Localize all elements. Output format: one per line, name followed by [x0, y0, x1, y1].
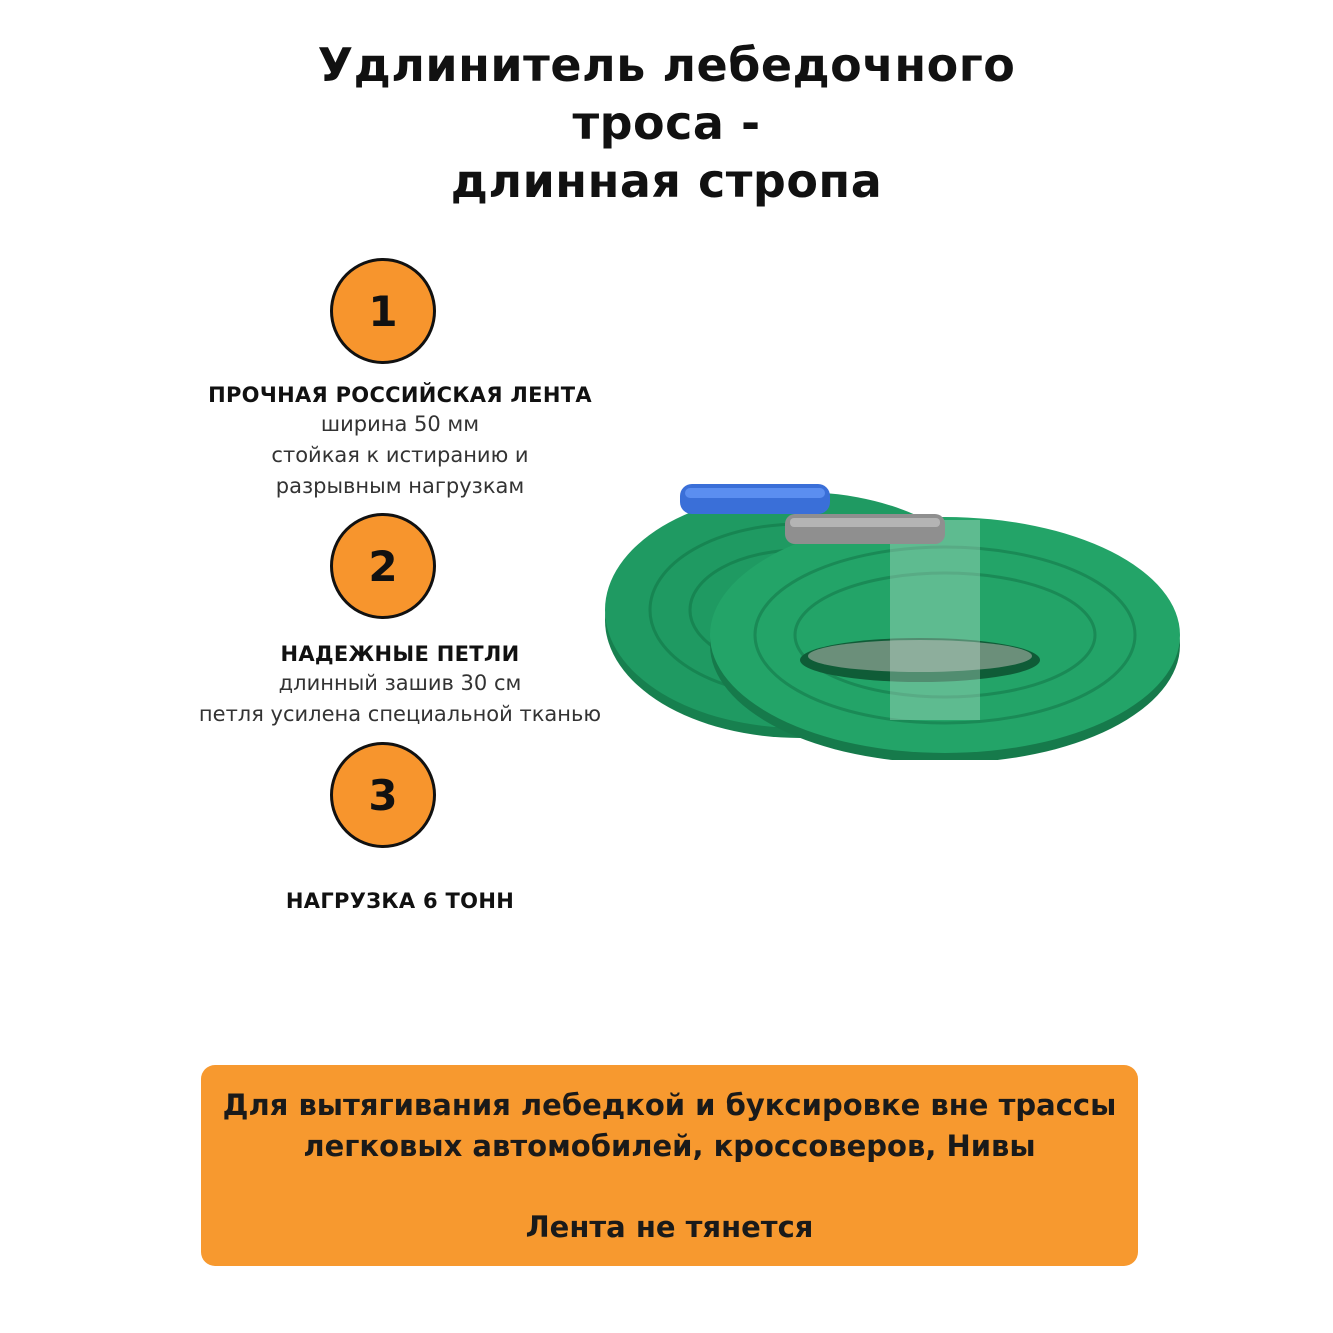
- title-line-3: длинная стропа: [450, 154, 883, 208]
- feature-2-line-1: длинный зашив 30 см: [278, 671, 522, 695]
- feature-1: [160, 381, 640, 502]
- step-badge-3: 3: [330, 742, 436, 848]
- title-line-2: троса -: [572, 96, 761, 150]
- step-badge-2: 2: [330, 513, 436, 619]
- feature-1-line-3: разрывным нагрузкам: [275, 474, 525, 498]
- page-title: [0, 36, 1333, 210]
- feature-1-line-1: ширина 50 мм: [320, 412, 480, 436]
- strap-rolls-image: [590, 470, 1180, 760]
- feature-1-line-2: стойкая к истиранию и: [271, 443, 529, 467]
- feature-1-heading: ПРОЧНАЯ РОССИЙСКАЯ ЛЕНТА: [208, 383, 592, 407]
- info-banner: [201, 1065, 1138, 1266]
- title-line-1: Удлинитель лебедочного: [317, 38, 1016, 92]
- feature-2-heading: НАДЕЖНЫЕ ПЕТЛИ: [280, 642, 520, 666]
- feature-2-line-2: петля усилена специальной тканью: [198, 702, 602, 726]
- front-strap-roll: [710, 514, 1180, 760]
- feature-3-heading: НАГРУЗКА 6 ТОНН: [285, 889, 515, 913]
- banner-line-3: Лента не тянется: [525, 1210, 814, 1244]
- feature-3: [160, 887, 640, 915]
- feature-2: [140, 640, 660, 730]
- banner-line-2: легковых автомобилей, кроссоверов, Нивы: [303, 1129, 1036, 1163]
- banner-line-1: Для вытягивания лебедкой и буксировке вне трассы: [222, 1088, 1117, 1122]
- step-badge-1: 1: [330, 258, 436, 364]
- wrap-film: [890, 520, 980, 720]
